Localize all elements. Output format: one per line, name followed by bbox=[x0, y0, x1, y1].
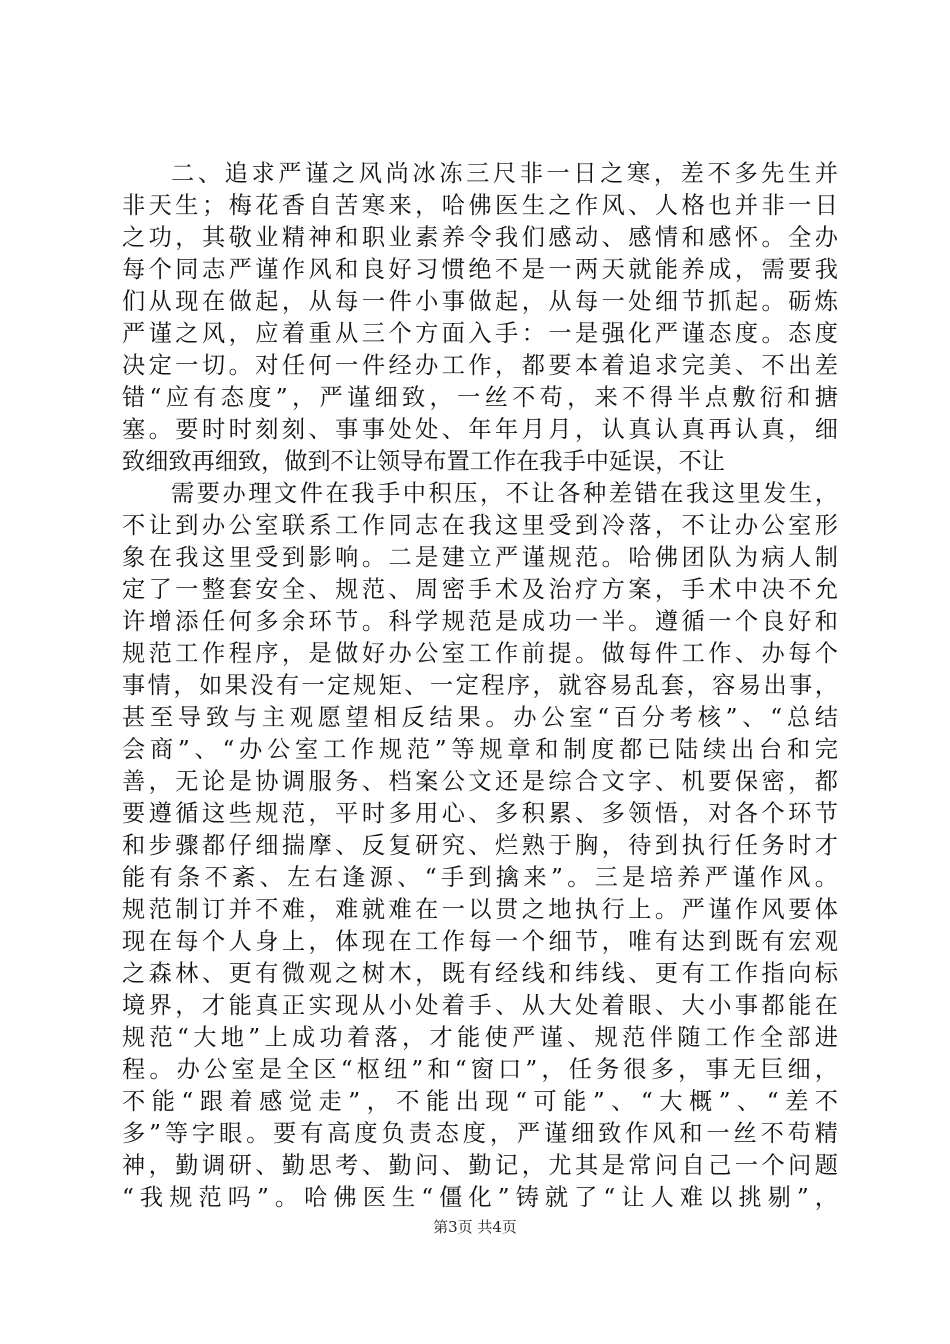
text-line: 和步骤都仔细揣摩、反复研究、烂熟于胸，待到执行任务时才 bbox=[122, 832, 838, 859]
text-line: 严谨之风，应着重从三个方面入手：一是强化严谨态度。态度 bbox=[122, 320, 838, 347]
text-line: 境界，才能真正实现从小处着手、从大处着眼、大小事都能在 bbox=[122, 992, 838, 1019]
text-line: 非天生；梅花香自苦寒来，哈佛医生之作风、人格也并非一日 bbox=[122, 192, 838, 219]
text-line: 多”等字眼。要有高度负责态度，严谨细致作风和一丝不苟精 bbox=[122, 1120, 838, 1147]
text-line: 神，勤调研、勤思考、勤问、勤记，尤其是常问自己一个问题 bbox=[122, 1152, 838, 1179]
text-line: 要遵循这些规范，平时多用心、多积累、多领悟，对各个环节 bbox=[122, 800, 838, 827]
text-line: 象在我这里受到影响。二是建立严谨规范。哈佛团队为病人制 bbox=[122, 544, 838, 571]
text-line: 会商”、“办公室工作规范”等规章和制度都已陆续出台和完 bbox=[122, 736, 838, 763]
text-line: 事情，如果没有一定规矩、一定程序，就容易乱套，容易出事， bbox=[122, 672, 838, 699]
text-line: 每个同志严谨作风和良好习惯绝不是一两天就能养成，需要我 bbox=[122, 256, 838, 283]
text-line: 定了一整套安全、规范、周密手术及治疗方案，手术中决不允 bbox=[122, 576, 838, 603]
text-line: 错“应有态度”，严谨细致，一丝不苟，来不得半点敷衍和搪 bbox=[122, 384, 838, 411]
text-line: “我规范吗”。哈佛医生“僵化”铸就了“让人难以挑剔”， bbox=[122, 1184, 838, 1211]
text-line: 规范“大地”上成功着落，才能使严谨、规范伴随工作全部进 bbox=[122, 1024, 838, 1051]
text-line: 许增添任何多余环节。科学规范是成功一半。遵循一个良好和 bbox=[122, 608, 838, 635]
text-line: 不让到办公室联系工作同志在我这里受到冷落，不让办公室形 bbox=[122, 512, 838, 539]
text-line: 需要办理文件在我手中积压，不让各种差错在我这里发生， bbox=[171, 480, 838, 507]
page-number-footer: 第3页 共4页 bbox=[433, 1218, 517, 1236]
text-line: 之森林、更有微观之树木，既有经线和纬线、更有工作指向标 bbox=[122, 960, 838, 987]
text-line: 现在每个人身上，体现在工作每一个细节，唯有达到既有宏观 bbox=[122, 928, 838, 955]
text-line: 规范工作程序，是做好办公室工作前提。做每件工作、办每个 bbox=[122, 640, 838, 667]
text-line: 之功，其敬业精神和职业素养令我们感动、感情和感怀。全办 bbox=[122, 224, 838, 251]
text-line: 程。办公室是全区“枢纽”和“窗口”，任务很多，事无巨细， bbox=[122, 1056, 838, 1083]
text-line: 决定一切。对任何一件经办工作，都要本着追求完美、不出差 bbox=[122, 352, 838, 379]
text-line: 致细致再细致，做到不让领导布置工作在我手中延误，不让 bbox=[122, 448, 725, 475]
text-line: 们从现在做起，从每一件小事做起，从每一处细节抓起。砺炼 bbox=[122, 288, 838, 315]
text-line: 甚至导致与主观愿望相反结果。办公室“百分考核”、“总结 bbox=[122, 704, 838, 731]
text-line: 能有条不紊、左右逢源、“手到擒来”。三是培养严谨作风。 bbox=[122, 864, 838, 891]
text-line: 善，无论是协调服务、档案公文还是综合文字、机要保密，都 bbox=[122, 768, 838, 795]
text-line: 不能“跟着感觉走”，不能出现“可能”、“大概”、“差不 bbox=[122, 1088, 838, 1115]
text-line: 规范制订并不难，难就难在一以贯之地执行上。严谨作风要体 bbox=[122, 896, 838, 923]
body-text bbox=[122, 158, 838, 1214]
text-line: 二、追求严谨之风尚冰冻三尺非一日之寒，差不多先生并 bbox=[171, 160, 838, 187]
text-line: 塞。要时时刻刻、事事处处、年年月月，认真认真再认真，细 bbox=[122, 416, 838, 443]
